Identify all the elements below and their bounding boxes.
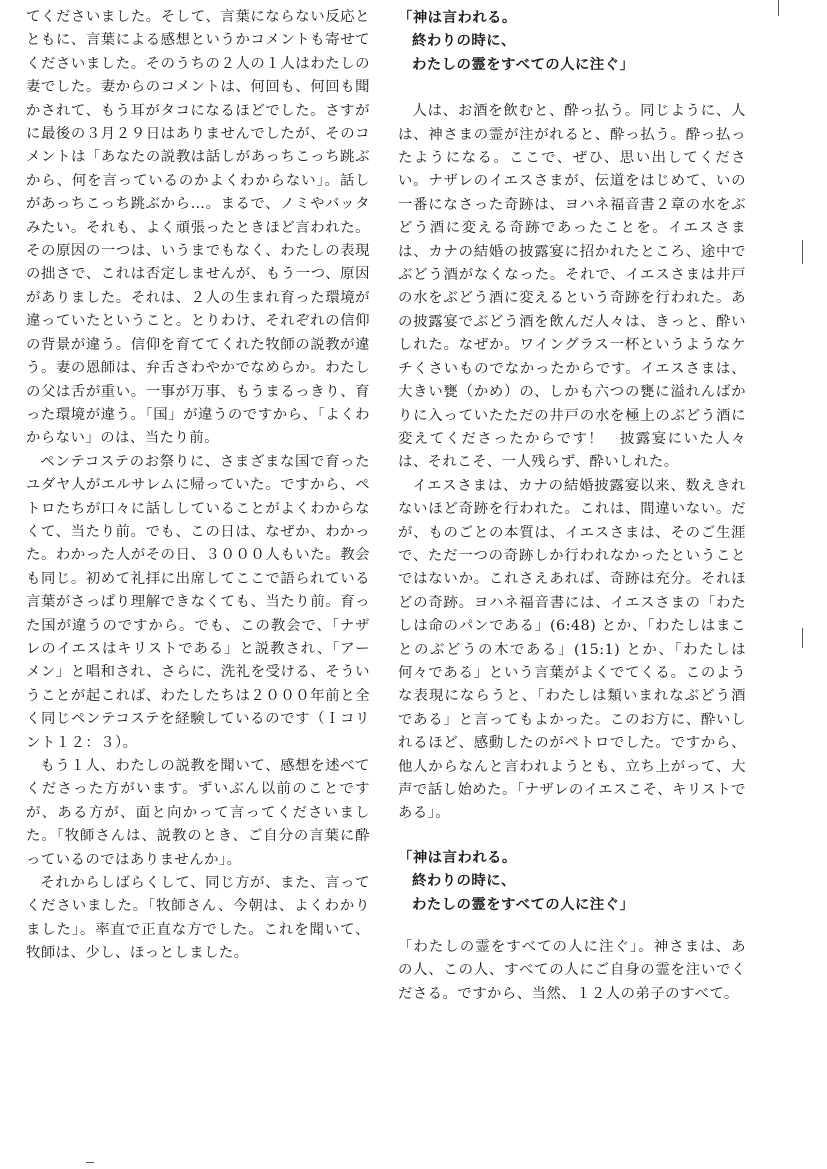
scan-mark: [802, 628, 803, 648]
quote-line: 「神は言われる。: [398, 848, 517, 866]
quote-line: わたしの霊をすべての人に注ぐ」: [412, 895, 635, 913]
quote-line: 終わりの時に、: [412, 872, 516, 890]
scan-mark: [778, 0, 779, 16]
paragraph: イエスさまは、カナの結婚披露宴以来、数えきれないほど奇跡を行われた。これは、間違いない。だが、ものごとの本質は、イエスさまは、そのご生涯で、ただ一つの奇跡しか行われなかったということではないか。これさえあれば、奇跡は充分。それほどの奇跡。ヨハネ福音書には、イエスさまの「わたしは命のパンである」(6:48) とか、「わたしはまことのぶどうの木である」(15:1) とか、「わたしは何々である」という言葉がよくでてくる。このような表現にならうと、「わたしは類いまれなぶどう酒である」と言ってもよかった。このお方に、酔いしれるほど、感動したのがペトロでした。ですから、他人からなんと言われようとも、立ち上がって、大声で話し始めた。「ナザレのイエスこそ、キリストである」。: [398, 477, 746, 822]
quote-line: 終わりの時に、: [412, 32, 516, 50]
scan-mark: [86, 1162, 94, 1163]
scan-mark: [802, 240, 803, 264]
paragraph: もう１人、わたしの説教を聞いて、感想を述べてくださった方がいます。ずいぶん以前のことですが、ある方が、面と向かって言ってくださいました。「牧師さんは、説教のとき、ご自分の言葉に酔っているのではありませんか」。: [26, 758, 370, 868]
paragraph: 人は、お酒を飲むと、酔っ払う。同じように、人は、神さまの霊が注がれると、酔っ払う。酔っ払ったようになる。ここで、ぜひ、思い出してください。ナザレのイエスさまが、伝道をはじめて、いの一番になさった奇跡は、ヨハネ福音書２章の水をぶどう酒に変える奇跡であったことを。イエスさまは、カナの結婚の披露宴に招かれたところ、途中でぶどう酒がなくなった。それで、イエスさまは井戸の水をぶどう酒に変えるという奇跡を行われた。あの披露宴でぶどう酒を飲んだ人々は、きっと、酔いしれた。なぜか。ワイングラス一杯というようなケチくさいものでなかったからです。イエスさまは、大きい甕（かめ）の、しかも六つの甕に溢れんばかりに入っていたただの井戸の水を極上のぶどう酒に変えてくださったからです！ 披露宴にいた人々は、それこそ、一人残らず、酔いしれた。: [398, 103, 746, 471]
right-column: [398, 6, 746, 1006]
scripture-quote-top: [398, 6, 746, 76]
quote-line: わたしの霊をすべての人に注ぐ」: [412, 55, 635, 73]
paragraph: それからしばらくして、同じ方が、また、言ってくださいました。「牧師さん、今朝は、よくわかりました」。率直で正直な方でした。これを聞いて、牧師は、少し、ほっとしました。: [26, 875, 370, 962]
paragraph: 「わたしの霊をすべての人に注ぐ」。神さまは、あの人、この人、すべての人にご自身の霊を注いでくださる。ですから、当然、１２人の弟子のすべて。: [398, 939, 746, 1002]
paragraph: てくださいました。そして、言葉にならない反応とともに、言葉による感想というかコメントも寄せてくださいました。そのうちの２人の１人はわたしの妻でした。妻からのコメントは、何回も、何回も聞かされて、もう耳がタコになるほどでした。さすがに最後の３月２９日はありませんでしたが、そのコメントは「あなたの説教は話しがあっちこっち跳ぶから、何を言っているのかよくわからない」。話しがあっちこっち跳ぶから…。まるで、ノミやバッタみたい。それも、よく頑張ったときほど言われた。その原因の一つは、いうまでもなく、わたしの表現の拙さで、これは否定しませんが、もう一つ、原因がありました。それは、２人の生まれ育った環境が違っていたということ。とりわけ、それぞれの信仰の背景が違う。信仰を育ててくれた牧師の説教が違う。妻の恩師は、弁舌さわやかでなめらか。わたしの父は舌が重い。一事が万事、もうまるっきり、育った環境が違う。「国」が違うのですから、「よくわからない」のは、当たり前。: [26, 9, 370, 447]
left-column: [26, 6, 370, 966]
paragraph: ペンテコステのお祭りに、さまざまな国で育ったユダヤ人がエルサレムに帰っていた。ですから、ペトロたちが口々に話ししていることがよくわからなくて、当たり前。でも、この日は、なぜか、わかった。わかった人がその日、３０００人もいた。教会も同じ。初めて礼拝に出席してここで語られている言葉がさっぱり理解できなくても、当たり前。育った国が違うのですから。でも、この教会で、「ナザレのイエスはキリストである」と説教され、「アーメン」と唱和され、さらに、洗礼を受ける、そういうことが起これば、わたしたちは２０００年前と全く同じペンテコステを経験しているのです（Ｉコリント１２：３）。: [26, 453, 370, 751]
scripture-quote-bottom: [398, 846, 746, 916]
quote-line: 「神は言われる。: [398, 9, 517, 26]
